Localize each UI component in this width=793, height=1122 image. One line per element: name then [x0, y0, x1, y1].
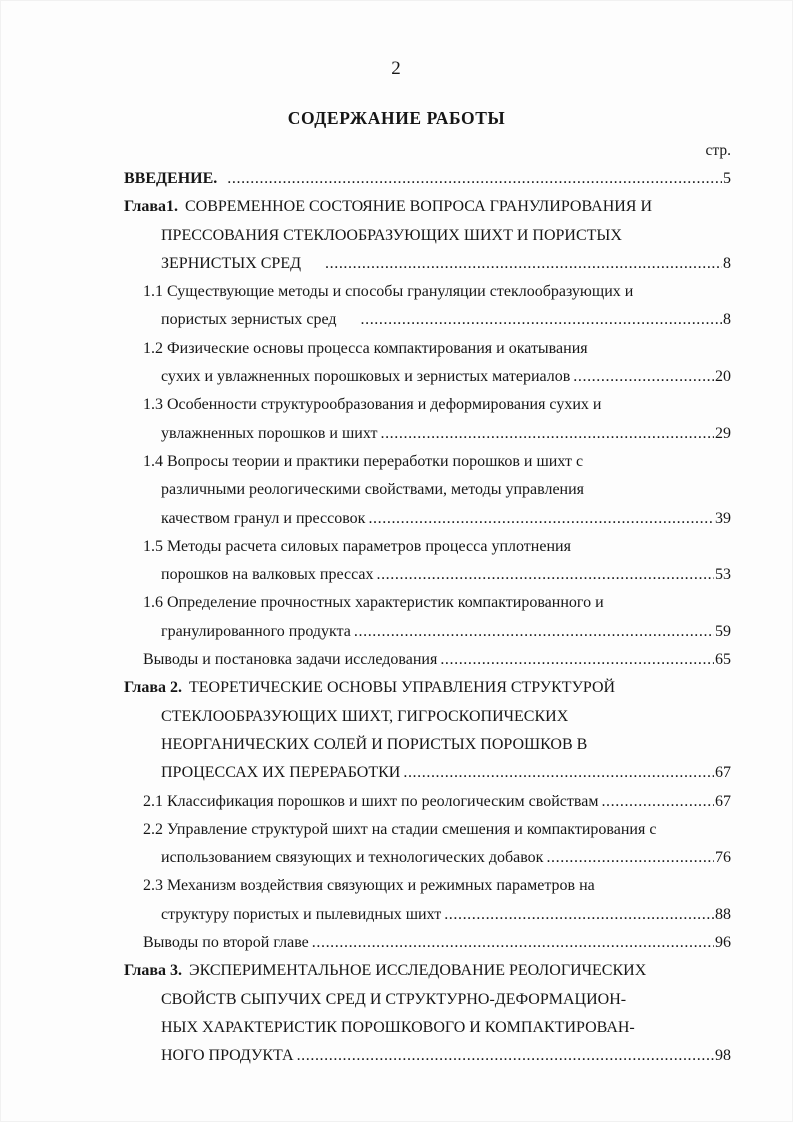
- toc-entry-text: увлажненных порошков и шихт: [161, 424, 378, 442]
- toc-entry: [124, 844, 731, 872]
- toc-entry: [124, 193, 731, 221]
- toc-entry: [124, 872, 731, 900]
- page-column-header: стр.: [705, 142, 731, 159]
- toc-entry: [124, 929, 731, 957]
- toc-entry: [124, 674, 731, 702]
- toc-entry-text: ЗЕРНИСТЫХ СРЕД: [161, 254, 302, 272]
- toc-entry-prefix: Глава1.: [124, 198, 178, 216]
- toc-entry: [124, 363, 731, 391]
- toc-entry-text: НЫХ ХАРАКТЕРИСТИК ПОРОШКОВОГО И КОМПАКТИРОВАН-: [161, 1018, 635, 1036]
- toc-dot-leader: [573, 363, 714, 391]
- toc-entry-prefix: Глава 3.: [124, 962, 182, 980]
- toc-entry-text: Выводы по второй главе: [143, 934, 309, 952]
- toc-entry-text: 1.2 Физические основы процесса компактирования и окатывания: [143, 339, 588, 357]
- toc-entry: [124, 731, 731, 759]
- toc-entry-text: СВОЙСТВ СЫПУЧИХ СРЕД И СТРУКТУРНО-ДЕФОРМАЦИОН-: [161, 990, 627, 1008]
- toc-dot-leader: [601, 788, 714, 816]
- toc-page-number: 96: [715, 934, 731, 952]
- toc-dot-leader: [312, 929, 714, 957]
- toc-entry-text: 1.1 Существующие методы и способы грануляции стеклообразующих и: [143, 283, 634, 301]
- toc-entry: [124, 1042, 731, 1070]
- toc-page-number: 67: [715, 764, 731, 782]
- toc-page-number: 29: [715, 424, 731, 442]
- toc-entry: [124, 335, 731, 363]
- toc-page-number: 53: [715, 566, 731, 584]
- toc-entry: [124, 788, 731, 816]
- toc-list: [124, 165, 731, 1071]
- toc-entry-text: структуру пористых и пылевидных шихт: [161, 905, 442, 923]
- toc-page-number: 67: [715, 792, 731, 810]
- toc-entry-text: 2.3 Механизм воздействия связующих и режимных параметров на: [143, 877, 595, 895]
- toc-entry-text: ПРЕССОВАНИЯ СТЕКЛООБРАЗУЮЩИХ ШИХТ И ПОРИСТЫХ: [161, 226, 622, 244]
- toc-entry: [124, 250, 731, 278]
- toc-entry-text: НОГО ПРОДУКТА: [161, 1047, 294, 1065]
- toc-dot-leader: [297, 1042, 714, 1070]
- toc-entry: [124, 703, 731, 731]
- toc-entry: [124, 420, 731, 448]
- toc-page-number: 88: [715, 905, 731, 923]
- toc-entry-text: НЕОРГАНИЧЕСКИХ СОЛЕЙ И ПОРИСТЫХ ПОРОШКОВ В: [161, 735, 588, 753]
- toc-entry-text: 1.4 Вопросы теории и практики переработки порошков и шихт с: [143, 452, 584, 470]
- toc-entry: [124, 561, 731, 589]
- toc-dot-leader: [376, 561, 714, 589]
- toc-page-number: 39: [715, 509, 731, 527]
- toc-entry: [124, 589, 731, 617]
- toc-entry-text: ТЕОРЕТИЧЕСКИЕ ОСНОВЫ УПРАВЛЕНИЯ СТРУКТУРОЙ: [189, 679, 616, 697]
- toc-entry-text: использованием связующих и технологических добавок: [161, 849, 544, 867]
- toc-page-number: 8: [723, 254, 731, 272]
- toc-entry: [124, 533, 731, 561]
- toc-entry: [124, 306, 731, 334]
- toc-dot-leader: [361, 306, 723, 334]
- toc-entry: [124, 476, 731, 504]
- toc-entry: [124, 957, 731, 985]
- toc-entry-prefix: Глава 2.: [124, 679, 182, 697]
- toc-page-number: 65: [715, 651, 731, 669]
- toc-dot-leader: [380, 420, 714, 448]
- page-title: СОДЕРЖАНИЕ РАБОТЫ: [287, 108, 506, 128]
- toc-entry-text: 2.2 Управление структурой шихт на стадии смешения и компактирования с: [143, 820, 657, 838]
- toc-entry-text: ЭКСПЕРИМЕНТАЛЬНОЕ ИССЛЕДОВАНИЕ РЕОЛОГИЧЕСКИХ: [189, 962, 647, 980]
- toc-content: [124, 142, 731, 1071]
- toc-entry: [124, 759, 731, 787]
- toc-entry: [124, 505, 731, 533]
- toc-entry: [124, 816, 731, 844]
- toc-entry: [124, 618, 731, 646]
- toc-dot-leader: [325, 250, 722, 278]
- toc-entry-text: ПРОЦЕССАХ ИХ ПЕРЕРАБОТКИ: [161, 764, 401, 782]
- page-number: 2: [391, 58, 402, 79]
- toc-page-number: 8: [723, 311, 731, 329]
- toc-entry-text: 1.5 Методы расчета силовых параметров процесса уплотнения: [143, 537, 571, 555]
- toc-page-number: 59: [715, 622, 731, 640]
- toc-page-number: 76: [715, 849, 731, 867]
- toc-entry-text: 1.6 Определение прочностных характеристик компактированного и: [143, 594, 604, 612]
- toc-dot-leader: [546, 844, 714, 872]
- toc-entry-text: гранулированного продукта: [161, 622, 351, 640]
- toc-page-number: 20: [715, 368, 731, 386]
- toc-entry-text: качеством гранул и прессовок: [161, 509, 366, 527]
- toc-entry-text: сухих и увлажненных порошковых и зернистых материалов: [161, 368, 571, 386]
- toc-entry: [124, 222, 731, 250]
- toc-entry-text: порошков на валковых прессах: [161, 566, 374, 584]
- toc-entry-text: СТЕКЛООБРАЗУЮЩИХ ШИХТ, ГИГРОСКОПИЧЕСКИХ: [161, 707, 569, 725]
- toc-dot-leader: [354, 618, 714, 646]
- toc-entry-text: 1.3 Особенности структурообразования и деформирования сухих и: [143, 396, 602, 414]
- toc-entry: [124, 391, 731, 419]
- toc-dot-leader: [440, 646, 714, 674]
- toc-entry: [124, 278, 731, 306]
- toc-entry: [124, 646, 731, 674]
- toc-entry-text: различными реологическими свойствами, методы управления: [161, 481, 585, 499]
- toc-entry: [124, 986, 731, 1014]
- toc-entry-text: Выводы и постановка задачи исследования: [143, 651, 438, 669]
- toc-dot-leader: [403, 759, 714, 787]
- toc-entry: [124, 448, 731, 476]
- toc-entry-text: СОВРЕМЕННОЕ СОСТОЯНИЕ ВОПРОСА ГРАНУЛИРОВАНИЯ И: [185, 198, 653, 216]
- toc-dot-leader: [227, 165, 722, 193]
- toc-page-number: 5: [723, 170, 731, 187]
- toc-entry: [124, 1014, 731, 1042]
- toc-entry-text: 2.1 Классификация порошков и шихт по реологическим свойствам: [143, 792, 599, 810]
- toc-entry: [124, 165, 731, 193]
- toc-entry-prefix: ВВЕДЕНИЕ.: [124, 170, 218, 187]
- toc-dot-leader: [444, 901, 714, 929]
- toc-dot-leader: [368, 505, 714, 533]
- toc-entry: [124, 901, 731, 929]
- toc-page-number: 98: [715, 1047, 731, 1065]
- toc-entry-text: пористых зернистых сред: [161, 311, 337, 329]
